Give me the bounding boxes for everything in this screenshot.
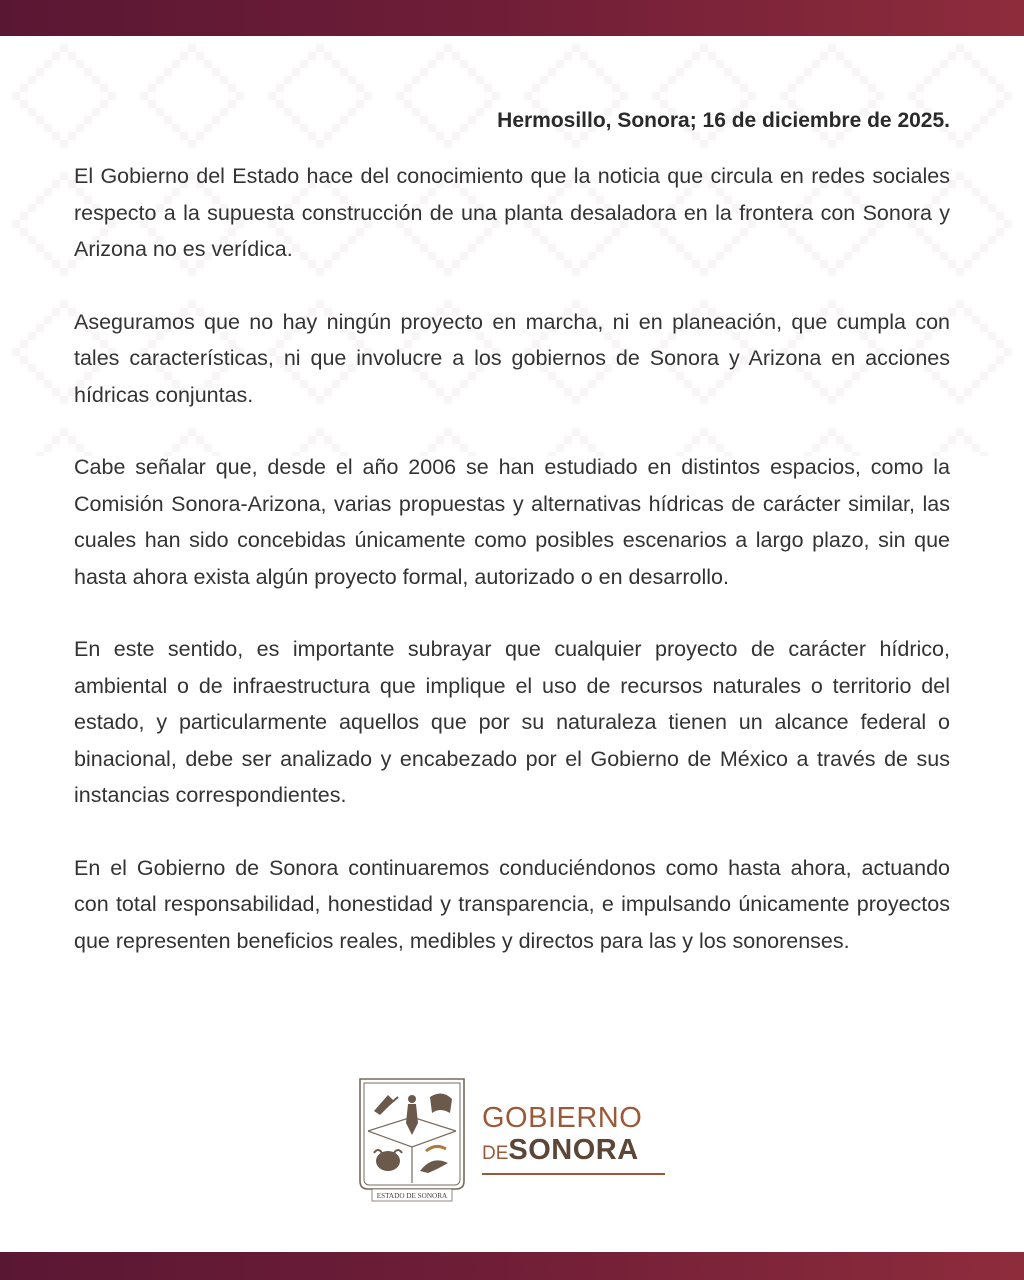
shield-caption: ESTADO DE SONORA xyxy=(376,1192,448,1200)
logo-underline xyxy=(482,1173,665,1175)
bottom-color-bar xyxy=(0,1252,1024,1280)
paragraph-3: Cabe señalar que, desde el año 2006 se han estudiado en distintos espacios, como la Comisión Sonora-Arizona, varias propuestas y alternativas hídricas de carácter similar, las cuales han sido concebidas únicamente como posibles escenarios a largo plazo, sin que hasta ahora exista algún proyecto formal, autorizado o en desarrollo. xyxy=(74,455,950,589)
paragraph-5: En el Gobierno de Sonora continuaremos conduciéndonos como hasta ahora, actuando con total responsabilidad, honestidad y transparencia, e impulsando únicamente proyectos que representen beneficios reales, medibles y directos para las y los sonorenses. xyxy=(74,855,950,953)
logo-sonora: SONORA xyxy=(508,1134,639,1166)
logo-gobierno: GOBIERNO xyxy=(482,1102,643,1134)
logo-wordmark xyxy=(482,1103,668,1172)
press-release-body xyxy=(74,104,950,995)
paragraph-2: Aseguramos que no hay ningún proyecto en marcha, ni en planeación, que cumpla con tales características, ni que involucre a los gobiernos de Sonora y Arizona en acciones hídricas conjuntas. xyxy=(74,309,950,407)
paragraph-4: En este sentido, es importante subrayar que cualquier proyecto de carácter hídrico, ambiental o de infraestructura que implique el uso de recursos naturales o territorio del estado, y particularmente aquellos que por su naturaleza tienen un alcance federal o binacional, debe ser analizado y encabezado por el Gobierno de México a través de sus instancias correspondientes. xyxy=(74,637,950,807)
logo-line-2 xyxy=(482,1133,668,1172)
logo-de: DE xyxy=(482,1143,509,1164)
paragraph-1: El Gobierno del Estado hace del conocimiento que la noticia que circula en redes sociales respecto a la supuesta construcción de una planta desaladora en la frontera con Sonora y Arizona no es verídica. xyxy=(74,164,950,261)
top-color-bar xyxy=(0,0,1024,36)
dateline: Hermosillo, Sonora; 16 de diciembre de 2025. xyxy=(497,109,950,132)
gobierno-de-sonora-logo xyxy=(358,1077,668,1203)
coat-of-arms-icon xyxy=(358,1077,466,1203)
